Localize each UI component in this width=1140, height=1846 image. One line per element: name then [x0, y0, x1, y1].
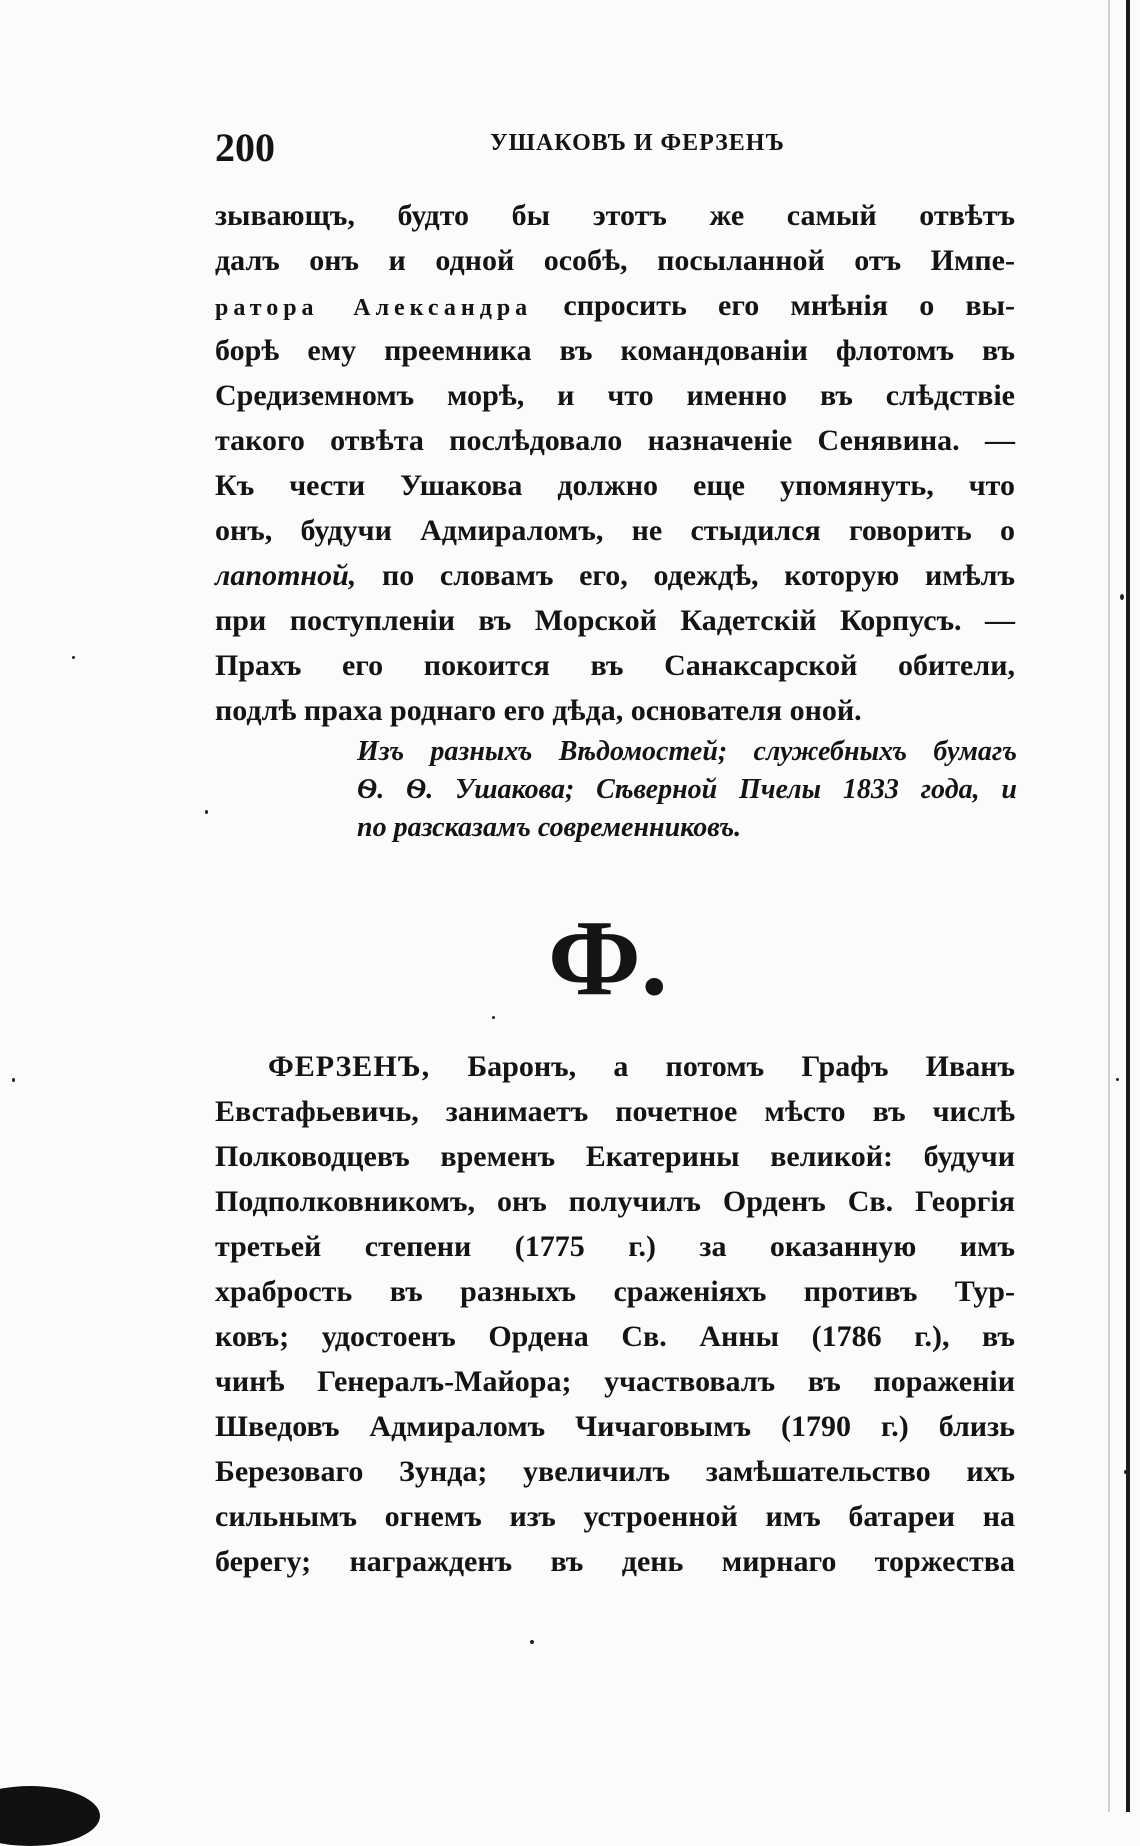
page-edge-line — [1126, 0, 1130, 1812]
text-line: онъ, будучи Адмираломъ, не стыдился говорить о — [215, 514, 1015, 547]
scan-speck — [1124, 1470, 1127, 1474]
text-line — [215, 553, 1015, 598]
scan-speck — [530, 1640, 534, 1644]
text-line: Полководцевъ временъ Екатерины великой: будучи — [215, 1140, 1015, 1173]
text-line: Шведовъ Адмираломъ Чичаговымъ (1790 г.) близь — [215, 1410, 1015, 1443]
scan-corner-mark — [0, 1786, 100, 1846]
italic-word: лапотной, — [215, 559, 357, 592]
text-line: Прахъ его покоится въ Санаксарской обители, — [215, 649, 1015, 682]
text-line: Средиземномъ морѣ, и что именно въ слѣдствіе — [215, 379, 1015, 412]
text-line — [215, 283, 1015, 328]
running-head — [215, 118, 1015, 168]
citation-line: Ѳ. Ѳ. Ушакова; Сѣверной Пчелы 1833 года, и — [357, 774, 1017, 805]
scan-speck — [72, 656, 75, 659]
page-number: 200 — [215, 125, 275, 170]
text-line: такого отвѣта послѣдовало назначеніе Сенявина. — — [215, 424, 1015, 457]
text-line: ковъ; удостоенъ Ордена Св. Анны (1786 г.), въ — [215, 1320, 1015, 1353]
text-line: Березоваго Зунда; увеличилъ замѣшательство ихъ — [215, 1455, 1015, 1488]
scan-speck — [492, 1016, 495, 1019]
page-fold-shadow — [1108, 0, 1110, 1812]
text-line: Евстафьевичь, занимаетъ почетное мѣсто въ числѣ — [215, 1095, 1015, 1128]
source-citation — [357, 733, 1017, 847]
ushakov-paragraph — [215, 193, 1015, 733]
text-line: третьей степени (1775 г.) за оказанную имъ — [215, 1230, 1015, 1263]
text-line: Подполковникомъ, онъ получилъ Орденъ Св. Георгія — [215, 1185, 1015, 1218]
citation-line: по разсказамъ современниковъ. — [357, 812, 742, 843]
text-line: сильнымъ огнемъ изъ устроенной имъ батареи на — [215, 1500, 1015, 1533]
text-line-rest: по словамъ его, одеждѣ, которую имѣлъ — [356, 559, 1015, 592]
scan-speck — [1120, 594, 1124, 600]
text-line — [215, 1044, 1015, 1089]
text-line-rest: Баронъ, а потомъ Графъ Иванъ — [430, 1050, 1015, 1083]
entry-name: ФЕРЗЕНЪ, — [268, 1050, 431, 1083]
running-title: УШАКОВЪ И ФЕРЗЕНЪ — [490, 130, 785, 156]
citation-line: Изъ разныхъ Вѣдомостей; служебныхъ бумагъ — [357, 736, 1017, 767]
text-line: далъ онъ и одной особѣ, посыланной отъ Импе- — [215, 244, 1015, 277]
text-line: чинѣ Генералъ-Майора; участвовалъ въ пораженіи — [215, 1365, 1015, 1398]
text-line: подлѣ праха роднаго его дѣда, основателя оной. — [215, 694, 862, 727]
text-line: зывающъ, будто бы этотъ же самый отвѣтъ — [215, 199, 1015, 232]
scan-speck — [1116, 1078, 1119, 1081]
text-line: Къ чести Ушакова должно еще упомянуть, что — [215, 469, 1015, 502]
text-line: храбрость въ разныхъ сраженіяхъ противъ Тур- — [215, 1275, 1015, 1308]
scan-speck — [12, 1078, 15, 1082]
scan-speck — [205, 810, 208, 814]
emperor-name: ратора Александра — [215, 295, 533, 321]
fersen-paragraph — [215, 1044, 1015, 1584]
text-line: борѣ ему преемника въ командованіи флотомъ въ — [215, 334, 1015, 367]
text-line: при поступленіи въ Морской Кадетскій Корпусъ. — — [215, 604, 1015, 637]
section-letter-heading: Ф. — [548, 899, 668, 1018]
text-line-rest: спросить его мнѣнія о вы- — [532, 289, 1015, 322]
text-line: берегу; награжденъ въ день мирнаго торжества — [215, 1545, 1015, 1578]
